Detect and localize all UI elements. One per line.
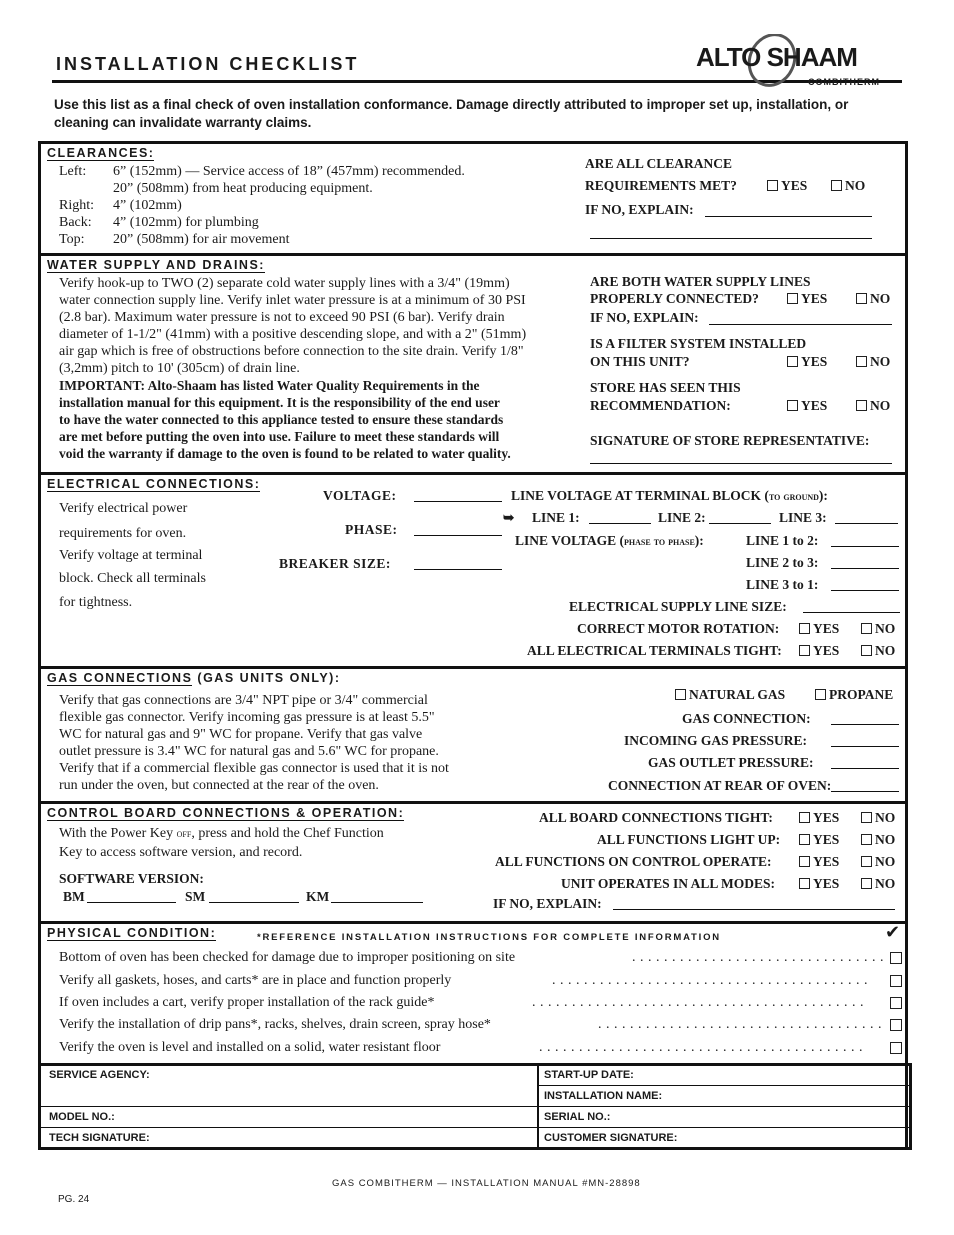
light-up-yes-checkbox[interactable]: YES	[799, 831, 839, 848]
electrical-text: for tightness.	[59, 595, 133, 610]
electrical-text: block. Check all terminals	[59, 571, 206, 586]
checkbox-icon	[861, 645, 872, 656]
water-important: installation manual for this equipment. It is the responsibility of the end user	[59, 395, 500, 410]
natural-gas-checkbox[interactable]: NATURAL GAS	[675, 686, 785, 703]
electrical-text: Verify voltage at terminal	[59, 548, 203, 563]
lv-terminal-label: LINE VOLTAGE AT TERMINAL BLOCK (to ground):	[511, 488, 828, 503]
recommendation-no-checkbox[interactable]: NO	[856, 397, 890, 414]
checkbox-icon	[856, 356, 867, 367]
dot-leader: . . . . . . . . . . . . . . . . . . . . . . . . . . . . . . . . . . . . . . . .	[552, 973, 868, 988]
water-question: IS A FILTER SYSTEM INSTALLED	[590, 336, 807, 351]
line23-label: LINE 2 to 3:	[746, 555, 819, 570]
line31-label: LINE 3 to 1:	[746, 577, 819, 592]
electrical-heading: ELECTRICAL CONNECTIONS:	[47, 477, 261, 491]
board-no-checkbox[interactable]: NO	[861, 809, 895, 826]
lv-phase-label: LINE VOLTAGE (phase to phase):	[515, 533, 704, 548]
control-heading: CONTROL BOARD CONNECTIONS & OPERATION:	[47, 806, 405, 820]
functions-operate-label: ALL FUNCTIONS ON CONTROL OPERATE:	[495, 854, 772, 869]
board-tight-label: ALL BOARD CONNECTIONS TIGHT:	[539, 810, 773, 825]
rotation-no-checkbox[interactable]: NO	[861, 620, 895, 637]
water-explain-label: IF NO, EXPLAIN:	[590, 310, 699, 325]
store-signature-field[interactable]	[590, 463, 892, 464]
water-important: void the warranty if damage to the oven is found to be related to water quality.	[59, 446, 511, 461]
physical-checkbox[interactable]	[890, 1019, 902, 1031]
gas-connection-label: GAS CONNECTION:	[682, 711, 811, 726]
checkbox-icon	[767, 180, 778, 191]
control-explain-label: IF NO, EXPLAIN:	[493, 896, 602, 911]
gas-section	[41, 669, 907, 804]
bm-field[interactable]	[87, 902, 176, 903]
water-question: STORE HAS SEEN THIS	[590, 380, 741, 395]
filter-yes-checkbox[interactable]: YES	[787, 353, 827, 370]
control-section	[41, 804, 907, 924]
modes-yes-checkbox[interactable]: YES	[799, 875, 839, 892]
electrical-text: Verify electrical power	[59, 501, 188, 516]
supply-size-label: ELECTRICAL SUPPLY LINE SIZE:	[569, 599, 787, 614]
clearance-value: 20” (508mm) for air movement	[113, 232, 290, 247]
serial-no-field[interactable]: SERIAL NO.:	[544, 1111, 611, 1123]
clearance-label: Right:	[59, 198, 95, 213]
operate-yes-checkbox[interactable]: YES	[799, 853, 839, 870]
physical-item: If oven includes a cart, verify proper installation of the rack guide*	[59, 995, 435, 1010]
checkbox-icon	[799, 834, 810, 845]
clearances-heading: CLEARANCES:	[47, 146, 155, 160]
startup-date-field[interactable]: START-UP DATE:	[544, 1069, 634, 1081]
clearance-label: Left:	[59, 164, 87, 179]
checkbox-icon	[861, 812, 872, 823]
incoming-pressure-label: INCOMING GAS PRESSURE:	[624, 733, 808, 748]
clearance-label: Top:	[59, 232, 85, 247]
terminals-tight-label: ALL ELECTRICAL TERMINALS TIGHT:	[527, 643, 782, 658]
physical-checkbox[interactable]	[890, 1042, 902, 1054]
sm-field[interactable]	[209, 902, 299, 903]
physical-checkbox[interactable]	[890, 997, 902, 1009]
water-lines-yes-checkbox[interactable]: YES	[787, 290, 827, 307]
light-up-label: ALL FUNCTIONS LIGHT UP:	[597, 832, 781, 847]
physical-note: *REFERENCE INSTALLATION INSTRUCTIONS FOR COMPLETE INFORMATION	[257, 932, 721, 943]
checkbox-icon	[856, 400, 867, 411]
checkmark-icon: ✔	[885, 922, 901, 942]
arrow-icon: ➥	[503, 510, 515, 525]
water-text: diameter of 1-1/2" (41mm) with a positive descending slope, and with a 2" (51mm)	[59, 327, 527, 342]
line3-field[interactable]	[835, 523, 898, 524]
line31-field[interactable]	[831, 590, 899, 591]
electrical-section	[41, 475, 907, 669]
checkbox-icon	[787, 356, 798, 367]
dot-leader: . . . . . . . . . . . . . . . . . . . . . . . . . . . . . . . . . . . . . . . . .	[539, 1040, 863, 1055]
page-title: INSTALLATION CHECKLIST	[56, 54, 360, 74]
electrical-text: requirements for oven.	[59, 526, 187, 541]
breaker-label: BREAKER SIZE:	[279, 556, 391, 571]
supply-size-field[interactable]	[803, 612, 900, 613]
clearance-explain-field[interactable]	[705, 216, 872, 217]
gas-heading: GAS CONNECTIONS (GAS UNITS ONLY):	[47, 671, 341, 685]
propane-checkbox[interactable]: PROPANE	[815, 686, 893, 703]
outlet-pressure-label: GAS OUTLET PRESSURE:	[648, 755, 814, 770]
water-question: PROPERLY CONNECTED?	[590, 291, 759, 306]
breaker-field[interactable]	[414, 569, 502, 570]
water-section	[41, 256, 907, 475]
customer-signature-field[interactable]: CUSTOMER SIGNATURE:	[544, 1132, 678, 1144]
checkbox-icon	[799, 623, 810, 634]
incoming-pressure-field[interactable]	[831, 746, 899, 747]
gas-text: Verify that gas connections are 3/4" NPT pipe or 3/4" commercial	[59, 693, 428, 708]
rear-connection-label: CONNECTION AT REAR OF OVEN:	[608, 778, 832, 793]
clearance-question: ARE ALL CLEARANCE	[585, 156, 733, 171]
modes-no-checkbox[interactable]: NO	[861, 875, 895, 892]
table-rule	[539, 1085, 911, 1086]
clearance-value: 20” (508mm) from heat producing equipment.	[113, 181, 373, 196]
voltage-label: VOLTAGE:	[323, 488, 397, 503]
water-important: IMPORTANT: Alto-Shaam has listed Water Quality Requirements in the	[59, 378, 480, 393]
clearance-value: 6” (152mm) — Service access of 18” (457mm) recommended.	[113, 164, 465, 179]
checkbox-icon	[861, 878, 872, 889]
checkbox-icon	[856, 293, 867, 304]
clearance-explain-field-2[interactable]	[590, 238, 872, 239]
water-text: (2.8 bar). Maximum water pressure is not to exceed 90 PSI (6 bar). Verify drain	[59, 310, 505, 325]
terminals-no-checkbox[interactable]: NO	[861, 642, 895, 659]
all-modes-label: UNIT OPERATES IN ALL MODES:	[561, 876, 776, 891]
physical-item: Verify all gaskets, hoses, and carts* are in place and function properly	[59, 973, 452, 988]
water-question: ARE BOTH WATER SUPPLY LINES	[590, 274, 811, 289]
physical-heading: PHYSICAL CONDITION:	[47, 926, 217, 940]
water-heading: WATER SUPPLY AND DRAINS:	[47, 258, 265, 272]
km-field[interactable]	[331, 902, 423, 903]
control-explain-field[interactable]	[613, 909, 895, 910]
software-version-label: SOFTWARE VERSION:	[59, 871, 204, 886]
physical-item: Bottom of oven has been checked for damage due to improper positioning on site	[59, 950, 516, 965]
water-text: Verify hook-up to TWO (2) separate cold water supply lines with a 3/4" (19mm)	[59, 276, 510, 291]
logo-text: ALTO SHAAM	[696, 42, 857, 72]
dot-leader: . . . . . . . . . . . . . . . . . . . . . . . . . . . . . . . . . . . .	[598, 1017, 882, 1032]
clearance-yes-checkbox[interactable]: YES	[767, 177, 807, 194]
km-label: KM	[306, 889, 330, 904]
water-text: air gap which is free of obstructions before connection to the site drain. Verify 1/8"	[59, 344, 524, 359]
dot-leader: . . . . . . . . . . . . . . . . . . . . . . . . . . . . . . . .	[632, 950, 884, 965]
checkbox-icon	[799, 645, 810, 656]
physical-item: Verify the oven is level and installed on a solid, water resistant floor	[59, 1040, 441, 1055]
gas-text: run under the oven, but connected at the rear of the oven.	[59, 778, 379, 793]
water-text: (3,2mm) pitch to 10' (305cm) of drain line.	[59, 361, 300, 376]
line2-field[interactable]	[709, 523, 771, 524]
checkbox-icon	[799, 878, 810, 889]
checkbox-icon	[799, 856, 810, 867]
clearance-value: 4” (102mm) for plumbing	[113, 215, 259, 230]
filter-no-checkbox[interactable]: NO	[856, 353, 890, 370]
table-rule	[41, 1106, 911, 1107]
outlet-pressure-field[interactable]	[831, 768, 899, 769]
checkbox-icon	[675, 689, 686, 700]
water-question: RECOMMENDATION:	[590, 398, 731, 413]
tech-signature-field[interactable]: TECH SIGNATURE:	[49, 1132, 150, 1144]
checkbox-icon	[799, 812, 810, 823]
sm-label: SM	[185, 889, 206, 904]
checkbox-icon	[787, 400, 798, 411]
intro-text: Use this list as a final check of oven installation conformance. Damage directly attributed to improper set up, installation, or cleaning can invalidate warranty claims.	[54, 97, 849, 130]
water-lines-no-checkbox[interactable]: NO	[856, 290, 890, 307]
alto-shaam-logo	[690, 34, 890, 90]
service-info-table	[38, 1063, 912, 1150]
gas-text: flexible gas connector. Verify incoming gas pressure is at least 5.5"	[59, 710, 435, 725]
recommendation-yes-checkbox[interactable]: YES	[787, 397, 827, 414]
installation-name-field[interactable]: INSTALLATION NAME:	[544, 1090, 663, 1102]
line12-label: LINE 1 to 2:	[746, 533, 819, 548]
dot-leader: . . . . . . . . . . . . . . . . . . . . . . . . . . . . . . . . . . . . . . . . . .	[532, 995, 864, 1010]
physical-checkbox[interactable]	[890, 952, 902, 964]
water-text: water connection supply line. Verify inlet water pressure is at a minimum of 30 PSI	[59, 293, 526, 308]
line23-field[interactable]	[831, 568, 899, 569]
water-important: to have the water connected to this appliance tested to ensure these standards	[59, 412, 504, 427]
line3-label: LINE 3:	[779, 510, 827, 525]
clearance-no-checkbox[interactable]: NO	[831, 177, 865, 194]
line2-label: LINE 2:	[658, 510, 706, 525]
clearance-label: Back:	[59, 215, 92, 230]
water-explain-field[interactable]	[709, 324, 892, 325]
control-text: Key to access software version, and record.	[59, 845, 303, 860]
gas-text: outlet pressure is 3.4" WC for natural gas and 5.6" WC for propane.	[59, 744, 439, 759]
control-text: With the Power Key off, press and hold the Chef Function	[59, 826, 384, 841]
physical-section	[41, 924, 907, 1063]
gas-text: WC for natural gas and 9" WC for propane. Verify that gas valve	[59, 727, 423, 742]
clearance-explain-label: IF NO, EXPLAIN:	[585, 202, 694, 217]
line12-field[interactable]	[831, 546, 899, 547]
line1-field[interactable]	[589, 523, 651, 524]
logo-subtext: COMBITHERM	[808, 77, 880, 87]
checkbox-icon	[787, 293, 798, 304]
physical-item: Verify the installation of drip pans*, racks, shelves, drain screen, spray hose*	[59, 1017, 491, 1032]
clearance-question: REQUIREMENTS MET?	[585, 178, 737, 193]
checkbox-icon	[861, 856, 872, 867]
checkbox-icon	[861, 623, 872, 634]
phase-field[interactable]	[414, 535, 502, 536]
bm-label: BM	[63, 889, 85, 904]
water-important: are met before putting the oven into use. Failure to meet these standards will	[59, 429, 500, 444]
table-rule	[41, 1127, 911, 1128]
footer-manual: GAS COMBITHERM — INSTALLATION MANUAL #MN-28898	[332, 1178, 641, 1189]
store-signature-label: SIGNATURE OF STORE REPRESENTATIVE:	[590, 433, 870, 448]
service-agency-field[interactable]: SERVICE AGENCY:	[49, 1069, 150, 1081]
clearance-value: 4” (102mm)	[113, 198, 182, 213]
physical-checkbox[interactable]	[890, 975, 902, 987]
rotation-yes-checkbox[interactable]: YES	[799, 620, 839, 637]
model-no-field[interactable]: MODEL NO.:	[49, 1111, 115, 1123]
checkbox-icon	[831, 180, 842, 191]
light-up-no-checkbox[interactable]: NO	[861, 831, 895, 848]
checkbox-icon	[861, 834, 872, 845]
clearances-section	[41, 144, 907, 256]
voltage-field[interactable]	[414, 501, 502, 502]
line1-label: LINE 1:	[532, 510, 580, 525]
checkbox-icon	[815, 689, 826, 700]
terminals-yes-checkbox[interactable]: YES	[799, 642, 839, 659]
gas-connection-field[interactable]	[831, 724, 899, 725]
water-question: ON THIS UNIT?	[590, 354, 690, 369]
rotation-label: CORRECT MOTOR ROTATION:	[577, 621, 780, 636]
board-yes-checkbox[interactable]: YES	[799, 809, 839, 826]
operate-no-checkbox[interactable]: NO	[861, 853, 895, 870]
gas-text: Verify that if a commercial flexible gas connector is used that it is not	[59, 761, 449, 776]
rear-connection-field[interactable]	[831, 791, 899, 792]
phase-label: PHASE:	[345, 522, 398, 537]
page-number: PG. 24	[58, 1194, 90, 1205]
